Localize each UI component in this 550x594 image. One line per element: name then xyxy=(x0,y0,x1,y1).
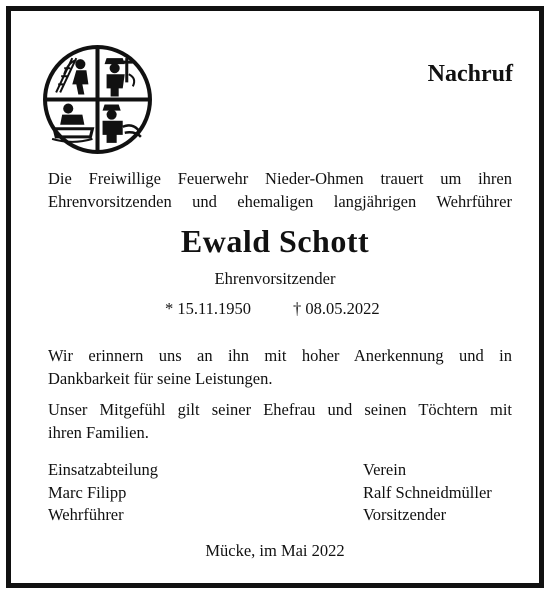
obituary-notice xyxy=(6,6,544,588)
birth-date: * 15.11.1950 xyxy=(165,299,252,318)
condolence-paragraph xyxy=(48,398,512,444)
place-date: Mücke, im Mai 2022 xyxy=(205,541,345,560)
signature-left xyxy=(48,459,158,527)
notice-headline: Nachruf xyxy=(427,61,513,87)
paragraph-line: Wir erinnern uns an ihn mit hoher Anerkennung und in xyxy=(48,346,512,365)
paragraph-line: Unser Mitgefühl gilt seiner Ehefrau und seinen Töchtern mit xyxy=(48,400,512,419)
signature-line: Wehrführer xyxy=(48,505,124,524)
signature-right xyxy=(363,459,492,527)
signature-line: Vorsitzender xyxy=(363,505,447,524)
fire-brigade-emblem-icon xyxy=(42,44,153,155)
paragraph-line: Dankbarkeit für seine Leistungen. xyxy=(48,369,273,388)
signature-line: Verein xyxy=(363,460,407,479)
signature-line: Ralf Schneidmüller xyxy=(363,482,492,502)
deceased-name: Ewald Schott xyxy=(180,223,370,259)
signature-line: Einsatzabteilung xyxy=(48,460,158,479)
signature-line: Marc Filipp xyxy=(48,482,127,502)
deceased-title: Ehrenvorsitzender xyxy=(214,269,336,288)
intro-text xyxy=(48,167,512,213)
intro-line: Die Freiwillige Feuerwehr Nieder-Ohmen trauert um ihren xyxy=(48,169,512,188)
death-date: † 08.05.2022 xyxy=(293,299,380,318)
paragraph-line: ihren Familien. xyxy=(48,423,149,442)
remembrance-paragraph xyxy=(48,344,512,390)
intro-line: Ehrenvorsitzenden und ehemaligen langjährigen Wehrführer xyxy=(48,192,512,211)
